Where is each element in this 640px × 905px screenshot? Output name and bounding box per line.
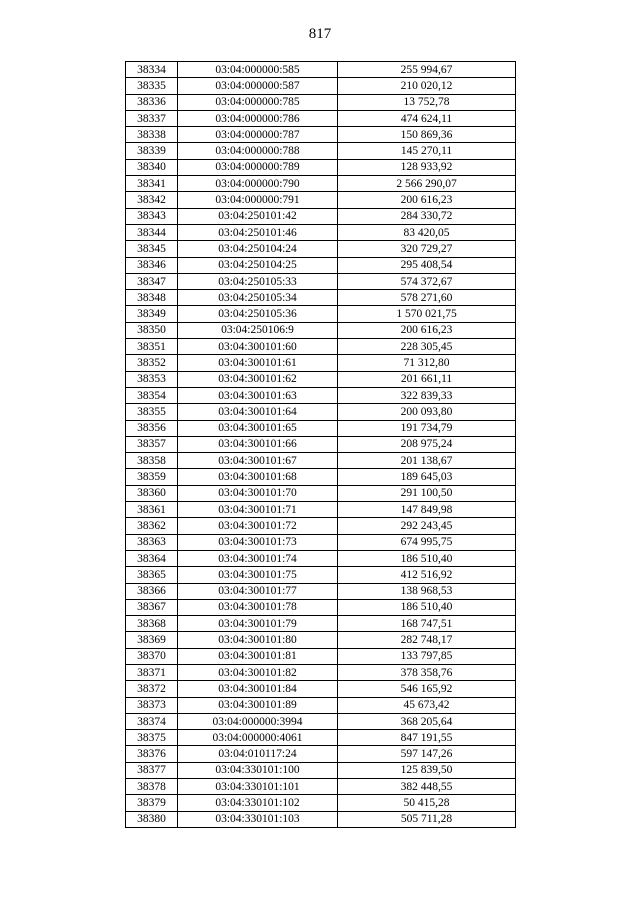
value-cell: 168 747,51 <box>338 616 516 632</box>
value-cell: 674 995,75 <box>338 534 516 550</box>
table-row <box>126 779 516 795</box>
value-cell: 368 205,64 <box>338 713 516 729</box>
table-row <box>126 616 516 632</box>
table-row <box>126 485 516 501</box>
value-cell: 382 448,55 <box>338 779 516 795</box>
table-row <box>126 518 516 534</box>
row-number-cell: 38368 <box>126 616 178 632</box>
cadastral-number-cell: 03:04:250106:9 <box>178 322 338 338</box>
cadastral-number-cell: 03:04:000000:788 <box>178 143 338 159</box>
value-cell: 201 661,11 <box>338 371 516 387</box>
cadastral-number-cell: 03:04:330101:101 <box>178 779 338 795</box>
value-cell: 150 869,36 <box>338 127 516 143</box>
cadastral-number-cell: 03:04:300101:68 <box>178 469 338 485</box>
value-cell: 13 752,78 <box>338 94 516 110</box>
cadastral-number-cell: 03:04:300101:78 <box>178 599 338 615</box>
value-cell: 147 849,98 <box>338 502 516 518</box>
table-row <box>126 632 516 648</box>
row-number-cell: 38348 <box>126 290 178 306</box>
cadastral-number-cell: 03:04:000000:587 <box>178 78 338 94</box>
row-number-cell: 38380 <box>126 811 178 827</box>
row-number-cell: 38364 <box>126 550 178 566</box>
row-number-cell: 38367 <box>126 599 178 615</box>
row-number-cell: 38347 <box>126 273 178 289</box>
cadastral-number-cell: 03:04:300101:61 <box>178 355 338 371</box>
cadastral-number-cell: 03:04:250104:25 <box>178 257 338 273</box>
cadastral-number-cell: 03:04:300101:80 <box>178 632 338 648</box>
cadastral-number-cell: 03:04:000000:4061 <box>178 730 338 746</box>
table-row <box>126 697 516 713</box>
table-row <box>126 339 516 355</box>
cadastral-number-cell: 03:04:300101:67 <box>178 453 338 469</box>
row-number-cell: 38370 <box>126 648 178 664</box>
value-cell: 145 270,11 <box>338 143 516 159</box>
table-row <box>126 273 516 289</box>
value-cell: 83 420,05 <box>338 224 516 240</box>
value-cell: 138 968,53 <box>338 583 516 599</box>
row-number-cell: 38337 <box>126 110 178 126</box>
table-row <box>126 436 516 452</box>
table-row <box>126 599 516 615</box>
table-row <box>126 94 516 110</box>
value-cell: 578 271,60 <box>338 290 516 306</box>
value-cell: 284 330,72 <box>338 208 516 224</box>
value-cell: 191 734,79 <box>338 420 516 436</box>
row-number-cell: 38338 <box>126 127 178 143</box>
cadastral-number-cell: 03:04:330101:100 <box>178 762 338 778</box>
row-number-cell: 38361 <box>126 502 178 518</box>
row-number-cell: 38374 <box>126 713 178 729</box>
cadastral-number-cell: 03:04:250105:33 <box>178 273 338 289</box>
table-row <box>126 159 516 175</box>
value-cell: 378 358,76 <box>338 664 516 680</box>
value-cell: 847 191,55 <box>338 730 516 746</box>
value-cell: 71 312,80 <box>338 355 516 371</box>
cadastral-number-cell: 03:04:330101:102 <box>178 795 338 811</box>
cadastral-number-cell: 03:04:250101:46 <box>178 224 338 240</box>
value-cell: 292 243,45 <box>338 518 516 534</box>
table-row <box>126 762 516 778</box>
row-number-cell: 38357 <box>126 436 178 452</box>
value-cell: 1 570 021,75 <box>338 306 516 322</box>
data-table <box>125 61 516 828</box>
value-cell: 201 138,67 <box>338 453 516 469</box>
value-cell: 186 510,40 <box>338 550 516 566</box>
row-number-cell: 38366 <box>126 583 178 599</box>
value-cell: 412 516,92 <box>338 567 516 583</box>
row-number-cell: 38373 <box>126 697 178 713</box>
value-cell: 295 408,54 <box>338 257 516 273</box>
row-number-cell: 38377 <box>126 762 178 778</box>
row-number-cell: 38375 <box>126 730 178 746</box>
table-row <box>126 62 516 78</box>
cadastral-number-cell: 03:04:300101:73 <box>178 534 338 550</box>
value-cell: 322 839,33 <box>338 387 516 403</box>
value-cell: 574 372,67 <box>338 273 516 289</box>
row-number-cell: 38355 <box>126 404 178 420</box>
table-row <box>126 681 516 697</box>
cadastral-number-cell: 03:04:000000:791 <box>178 192 338 208</box>
row-number-cell: 38343 <box>126 208 178 224</box>
cadastral-number-cell: 03:04:300101:82 <box>178 664 338 680</box>
value-cell: 133 797,85 <box>338 648 516 664</box>
cadastral-number-cell: 03:04:300101:62 <box>178 371 338 387</box>
cadastral-number-cell: 03:04:000000:789 <box>178 159 338 175</box>
cadastral-number-cell: 03:04:000000:785 <box>178 94 338 110</box>
row-number-cell: 38340 <box>126 159 178 175</box>
table-row <box>126 192 516 208</box>
cadastral-number-cell: 03:04:300101:89 <box>178 697 338 713</box>
value-cell: 546 165,92 <box>338 681 516 697</box>
row-number-cell: 38356 <box>126 420 178 436</box>
value-cell: 125 839,50 <box>338 762 516 778</box>
cadastral-number-cell: 03:04:300101:77 <box>178 583 338 599</box>
cadastral-number-cell: 03:04:000000:3994 <box>178 713 338 729</box>
cadastral-number-cell: 03:04:300101:65 <box>178 420 338 436</box>
table-row <box>126 355 516 371</box>
table-row <box>126 257 516 273</box>
row-number-cell: 38346 <box>126 257 178 273</box>
cadastral-number-cell: 03:04:300101:72 <box>178 518 338 534</box>
table-row <box>126 176 516 192</box>
table-row <box>126 420 516 436</box>
row-number-cell: 38351 <box>126 339 178 355</box>
row-number-cell: 38335 <box>126 78 178 94</box>
value-cell: 45 673,42 <box>338 697 516 713</box>
table-row <box>126 713 516 729</box>
row-number-cell: 38376 <box>126 746 178 762</box>
value-cell: 474 624,11 <box>338 110 516 126</box>
cadastral-number-cell: 03:04:250101:42 <box>178 208 338 224</box>
row-number-cell: 38336 <box>126 94 178 110</box>
row-number-cell: 38352 <box>126 355 178 371</box>
table-row <box>126 795 516 811</box>
table-row <box>126 224 516 240</box>
table-row <box>126 534 516 550</box>
table-row <box>126 208 516 224</box>
cadastral-number-cell: 03:04:000000:585 <box>178 62 338 78</box>
table-row <box>126 664 516 680</box>
table-row <box>126 290 516 306</box>
table-row <box>126 567 516 583</box>
value-cell: 210 020,12 <box>338 78 516 94</box>
value-cell: 200 093,80 <box>338 404 516 420</box>
cadastral-number-cell: 03:04:300101:70 <box>178 485 338 501</box>
value-cell: 2 566 290,07 <box>338 176 516 192</box>
table-row <box>126 387 516 403</box>
table-row <box>126 648 516 664</box>
value-cell: 320 729,27 <box>338 241 516 257</box>
row-number-cell: 38358 <box>126 453 178 469</box>
table-row <box>126 143 516 159</box>
cadastral-number-cell: 03:04:300101:75 <box>178 567 338 583</box>
row-number-cell: 38350 <box>126 322 178 338</box>
cadastral-number-cell: 03:04:250104:24 <box>178 241 338 257</box>
value-cell: 128 933,92 <box>338 159 516 175</box>
row-number-cell: 38345 <box>126 241 178 257</box>
cadastral-number-cell: 03:04:330101:103 <box>178 811 338 827</box>
table-row <box>126 583 516 599</box>
cadastral-number-cell: 03:04:300101:63 <box>178 387 338 403</box>
value-cell: 505 711,28 <box>338 811 516 827</box>
cadastral-number-cell: 03:04:250105:36 <box>178 306 338 322</box>
row-number-cell: 38372 <box>126 681 178 697</box>
table-row <box>126 502 516 518</box>
row-number-cell: 38354 <box>126 387 178 403</box>
row-number-cell: 38353 <box>126 371 178 387</box>
row-number-cell: 38369 <box>126 632 178 648</box>
cadastral-number-cell: 03:04:300101:64 <box>178 404 338 420</box>
value-cell: 200 616,23 <box>338 192 516 208</box>
row-number-cell: 38341 <box>126 176 178 192</box>
row-number-cell: 38365 <box>126 567 178 583</box>
table-row <box>126 453 516 469</box>
cadastral-number-cell: 03:04:010117:24 <box>178 746 338 762</box>
cadastral-number-cell: 03:04:000000:787 <box>178 127 338 143</box>
row-number-cell: 38339 <box>126 143 178 159</box>
table-row <box>126 110 516 126</box>
cadastral-number-cell: 03:04:300101:66 <box>178 436 338 452</box>
row-number-cell: 38378 <box>126 779 178 795</box>
table-row <box>126 404 516 420</box>
row-number-cell: 38363 <box>126 534 178 550</box>
value-cell: 255 994,67 <box>338 62 516 78</box>
table-row <box>126 746 516 762</box>
value-cell: 291 100,50 <box>338 485 516 501</box>
row-number-cell: 38359 <box>126 469 178 485</box>
cadastral-number-cell: 03:04:300101:60 <box>178 339 338 355</box>
table-row <box>126 127 516 143</box>
value-cell: 597 147,26 <box>338 746 516 762</box>
value-cell: 282 748,17 <box>338 632 516 648</box>
cadastral-number-cell: 03:04:300101:74 <box>178 550 338 566</box>
cadastral-number-cell: 03:04:300101:81 <box>178 648 338 664</box>
row-number-cell: 38362 <box>126 518 178 534</box>
row-number-cell: 38344 <box>126 224 178 240</box>
table-row <box>126 469 516 485</box>
row-number-cell: 38379 <box>126 795 178 811</box>
value-cell: 228 305,45 <box>338 339 516 355</box>
table-row <box>126 730 516 746</box>
table-row <box>126 550 516 566</box>
cadastral-number-cell: 03:04:000000:786 <box>178 110 338 126</box>
table-row <box>126 371 516 387</box>
cadastral-number-cell: 03:04:300101:71 <box>178 502 338 518</box>
value-cell: 50 415,28 <box>338 795 516 811</box>
cadastral-number-cell: 03:04:300101:84 <box>178 681 338 697</box>
table-row <box>126 78 516 94</box>
value-cell: 186 510,40 <box>338 599 516 615</box>
table-row <box>126 306 516 322</box>
row-number-cell: 38342 <box>126 192 178 208</box>
table-body <box>126 62 516 828</box>
value-cell: 208 975,24 <box>338 436 516 452</box>
table-row <box>126 811 516 827</box>
row-number-cell: 38349 <box>126 306 178 322</box>
value-cell: 189 645,03 <box>338 469 516 485</box>
cadastral-number-cell: 03:04:250105:34 <box>178 290 338 306</box>
row-number-cell: 38371 <box>126 664 178 680</box>
table-row <box>126 241 516 257</box>
value-cell: 200 616,23 <box>338 322 516 338</box>
table-row <box>126 322 516 338</box>
cadastral-number-cell: 03:04:000000:790 <box>178 176 338 192</box>
page-number: 817 <box>308 26 332 42</box>
row-number-cell: 38360 <box>126 485 178 501</box>
cadastral-number-cell: 03:04:300101:79 <box>178 616 338 632</box>
row-number-cell: 38334 <box>126 62 178 78</box>
